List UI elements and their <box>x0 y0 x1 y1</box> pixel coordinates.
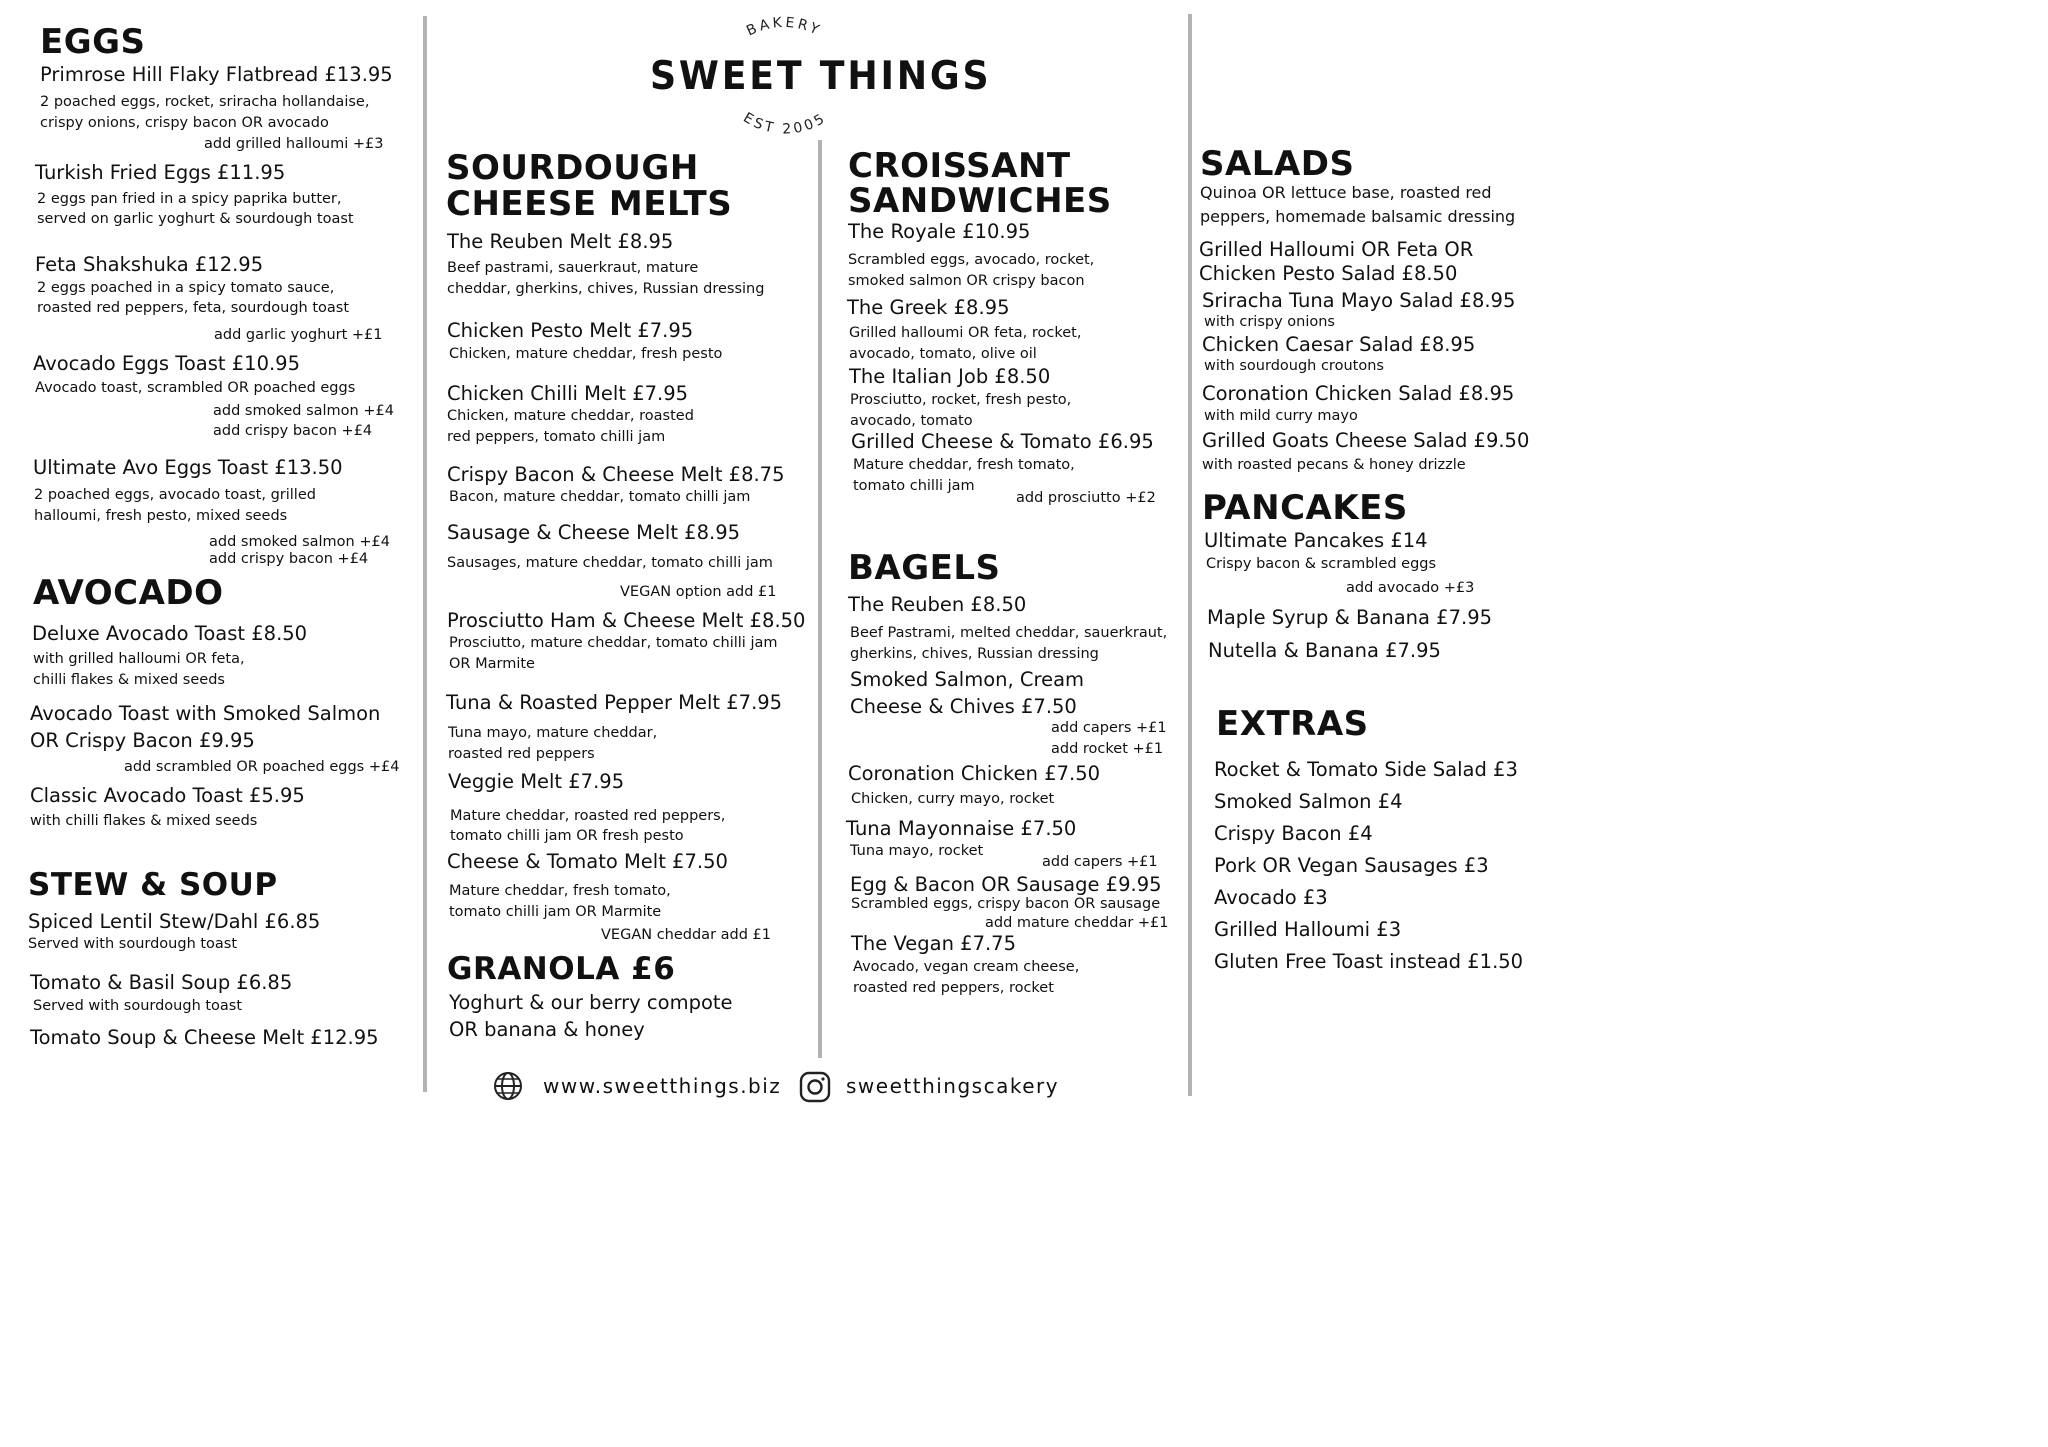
menu-item-desc: roasted red peppers, feta, sourdough toast <box>37 300 350 316</box>
menu-item-name: Coronation Chicken Salad £8.95 <box>1202 382 1515 405</box>
pancakes-title: PANCAKES <box>1202 488 1408 528</box>
menu-item-name: Nutella & Banana £7.95 <box>1208 639 1441 662</box>
instagram-handle: sweetthingscakery <box>846 1074 1060 1098</box>
menu-item-name: Smoked Salmon, Cream <box>850 668 1085 691</box>
menu-item-name: Chicken Pesto Melt £7.95 <box>447 319 694 342</box>
globe-icon <box>493 1071 523 1105</box>
menu-item-desc: Prosciutto, rocket, fresh pesto, <box>850 392 1072 408</box>
svg-text:EST 2005 <box>740 110 829 138</box>
menu-item-desc: avocado, tomato, olive oil <box>849 346 1037 362</box>
menu-item-desc: roasted red peppers, rocket <box>853 980 1054 996</box>
menu-item-desc: Mature cheddar, roasted red peppers, <box>450 808 726 824</box>
granola-desc: OR banana & honey <box>449 1018 645 1041</box>
menu-item-desc: Chicken, mature cheddar, roasted <box>447 408 694 424</box>
menu-item-desc: 2 eggs pan fried in a spicy paprika butter, <box>37 191 342 207</box>
menu-item-desc: Served with sourdough toast <box>33 998 243 1014</box>
menu-item-name: Cheese & Chives £7.50 <box>850 695 1077 718</box>
melts-title-line1: SOURDOUGH <box>446 148 699 188</box>
menu-item-addon: add grilled halloumi +£3 <box>204 136 384 152</box>
menu-item-desc: served on garlic yoghurt & sourdough toast <box>37 211 354 227</box>
menu-item-name: The Vegan £7.75 <box>851 932 1016 955</box>
extras-item: Grilled Halloumi £3 <box>1214 918 1402 941</box>
extras-item: Crispy Bacon £4 <box>1214 822 1373 845</box>
menu-item-name: Deluxe Avocado Toast £8.50 <box>32 622 308 645</box>
menu-item-addon: add capers +£1 <box>1042 854 1158 870</box>
extras-item: Pork OR Vegan Sausages £3 <box>1214 854 1489 877</box>
bagels-title: BAGELS <box>848 548 1001 588</box>
extras-item: Avocado £3 <box>1214 886 1328 909</box>
menu-item-name: Ultimate Avo Eggs Toast £13.50 <box>33 456 343 479</box>
menu-item-desc: tomato chilli jam OR fresh pesto <box>450 828 684 844</box>
menu-item-desc: Scrambled eggs, avocado, rocket, <box>848 252 1095 268</box>
extras-item: Smoked Salmon £4 <box>1214 790 1403 813</box>
stew-soup-title: STEW & SOUP <box>28 867 278 903</box>
menu-item-name: Tomato & Basil Soup £6.85 <box>30 971 293 994</box>
menu-item-addon: add smoked salmon +£4 <box>209 534 390 550</box>
svg-text:BAKERY <box>744 15 824 40</box>
menu-item-name: The Reuben £8.50 <box>848 593 1027 616</box>
croissant-title-line1: CROISSANT <box>848 146 1071 186</box>
menu-item-name: Turkish Fried Eggs £11.95 <box>35 161 286 184</box>
menu-item-desc: with sourdough croutons <box>1204 358 1384 374</box>
menu-item-addon: add rocket +£1 <box>1051 741 1164 757</box>
extras-item: Rocket & Tomato Side Salad £3 <box>1214 758 1518 781</box>
menu-item-name: Grilled Halloumi OR Feta OR <box>1199 238 1474 261</box>
menu-item-name: Chicken Pesto Salad £8.50 <box>1199 262 1458 285</box>
menu-item-name: Cheese & Tomato Melt £7.50 <box>447 850 728 873</box>
brand-bottom-text: EST 2005 <box>740 109 830 138</box>
menu-item-desc: Avocado toast, scrambled OR poached eggs <box>35 380 356 396</box>
menu-item-name: Sriracha Tuna Mayo Salad £8.95 <box>1202 289 1516 312</box>
menu-item-desc: tomato chilli jam OR Marmite <box>449 904 662 920</box>
extras-title: EXTRAS <box>1216 704 1369 744</box>
menu-item-addon: add prosciutto +£2 <box>1016 490 1156 506</box>
menu-item-desc: Chicken, mature cheddar, fresh pesto <box>449 346 723 362</box>
menu-item-name: Avocado Toast with Smoked Salmon <box>30 702 381 725</box>
menu-item-desc: Beef Pastrami, melted cheddar, sauerkraut, <box>850 625 1168 641</box>
divider-center <box>818 140 822 1058</box>
menu-item-name: Grilled Cheese & Tomato £6.95 <box>851 430 1154 453</box>
menu-item-name: Avocado Eggs Toast £10.95 <box>33 352 300 375</box>
menu-item-name: Tuna Mayonnaise £7.50 <box>846 817 1077 840</box>
menu-item-name: Classic Avocado Toast £5.95 <box>30 784 305 807</box>
granola-desc: Yoghurt & our berry compote <box>449 991 733 1014</box>
menu-item-desc: halloumi, fresh pesto, mixed seeds <box>34 508 288 524</box>
menu-item-name: Egg & Bacon OR Sausage £9.95 <box>850 873 1162 896</box>
menu-item-desc: with roasted pecans & honey drizzle <box>1202 457 1466 473</box>
menu-item-desc: Prosciutto, mature cheddar, tomato chilli jam <box>449 635 778 651</box>
divider-right <box>1188 14 1192 1096</box>
croissant-title-line2: SANDWICHES <box>848 181 1112 221</box>
menu-item-name: Chicken Chilli Melt £7.95 <box>447 382 689 405</box>
menu-item-desc: with crispy onions <box>1204 314 1335 330</box>
menu-item-name: Primrose Hill Flaky Flatbread £13.95 <box>40 63 393 86</box>
menu-item-name: Crispy Bacon & Cheese Melt £8.75 <box>447 463 785 486</box>
menu-item-name: Veggie Melt £7.95 <box>448 770 625 793</box>
menu-item-addon: add scrambled OR poached eggs +£4 <box>124 759 400 775</box>
menu-item-desc: chilli flakes & mixed seeds <box>33 672 225 688</box>
menu-item-desc: Scrambled eggs, crispy bacon OR sausage <box>851 896 1161 912</box>
menu-item-desc: Bacon, mature cheddar, tomato chilli jam <box>449 489 751 505</box>
menu-item-name: Tomato Soup & Cheese Melt £12.95 <box>30 1026 379 1049</box>
menu-item-desc: 2 eggs poached in a spicy tomato sauce, <box>37 280 335 296</box>
menu-item-desc: Mature cheddar, fresh tomato, <box>853 457 1075 473</box>
melts-title-line2: CHEESE MELTS <box>446 184 733 224</box>
menu-item-name: The Greek £8.95 <box>847 296 1010 319</box>
menu-item-name: The Royale £10.95 <box>848 220 1031 243</box>
menu-item-name: Coronation Chicken £7.50 <box>848 762 1101 785</box>
eggs-title: EGGS <box>40 22 146 62</box>
menu-item-desc: cheddar, gherkins, chives, Russian dressing <box>447 281 765 297</box>
menu-item-name: Sausage & Cheese Melt £8.95 <box>447 521 741 544</box>
menu-item-addon: VEGAN cheddar add £1 <box>601 927 771 943</box>
menu-item-name: Tuna & Roasted Pepper Melt £7.95 <box>446 691 783 714</box>
menu-item-desc: avocado, tomato <box>850 413 973 429</box>
menu-item-name: The Italian Job £8.50 <box>849 365 1051 388</box>
menu-item-name: Spiced Lentil Stew/Dahl £6.85 <box>28 910 321 933</box>
avocado-title: AVOCADO <box>33 573 224 613</box>
menu-item-addon: VEGAN option add £1 <box>620 584 777 600</box>
menu-item-name: OR Crispy Bacon £9.95 <box>30 729 255 752</box>
menu-item-desc: roasted red peppers <box>448 746 595 762</box>
menu-item-desc: 2 poached eggs, rocket, sriracha hollandaise, <box>40 94 370 110</box>
salads-intro: peppers, homemade balsamic dressing <box>1200 207 1516 226</box>
menu-item-desc: with mild curry mayo <box>1204 408 1358 424</box>
menu-item-desc: Served with sourdough toast <box>28 936 238 952</box>
menu-item-addon: add garlic yoghurt +£1 <box>214 327 383 343</box>
brand-name: SWEET THINGS <box>650 54 992 99</box>
menu-item-desc: smoked salmon OR crispy bacon <box>848 273 1085 289</box>
menu-item-desc: Beef pastrami, sauerkraut, mature <box>447 260 699 276</box>
menu-item-desc: Grilled halloumi OR feta, rocket, <box>849 325 1082 341</box>
menu-item-desc: OR Marmite <box>449 656 535 672</box>
menu-item-name: Ultimate Pancakes £14 <box>1204 529 1428 552</box>
menu-item-name: Maple Syrup & Banana £7.95 <box>1207 606 1493 629</box>
salads-title: SALADS <box>1200 144 1355 184</box>
extras-item: Gluten Free Toast instead £1.50 <box>1214 950 1524 973</box>
menu-item-name: Prosciutto Ham & Cheese Melt £8.50 <box>447 609 806 632</box>
instagram-icon <box>799 1071 831 1107</box>
menu-item-addon: add mature cheddar +£1 <box>985 915 1169 931</box>
menu-item-addon: add smoked salmon +£4 <box>213 403 394 419</box>
menu-item-name: Chicken Caesar Salad £8.95 <box>1202 333 1476 356</box>
menu-item-desc: gherkins, chives, Russian dressing <box>850 646 1099 662</box>
menu-item-name: Grilled Goats Cheese Salad £9.50 <box>1202 429 1530 452</box>
menu-item-desc: Mature cheddar, fresh tomato, <box>449 883 671 899</box>
menu-item-addon: add capers +£1 <box>1051 720 1167 736</box>
granola-title: GRANOLA £6 <box>447 951 676 987</box>
menu-item-desc: red peppers, tomato chilli jam <box>447 429 666 445</box>
salads-intro: Quinoa OR lettuce base, roasted red <box>1200 183 1492 202</box>
divider-left <box>423 16 427 1092</box>
menu-item-desc: Avocado, vegan cream cheese, <box>853 959 1080 975</box>
brand-logo <box>630 6 992 144</box>
menu-item-addon: add crispy bacon +£4 <box>213 423 373 439</box>
menu-item-addon: add crispy bacon +£4 <box>209 551 369 567</box>
menu-item-desc: tomato chilli jam <box>853 478 975 494</box>
menu-item-desc: 2 poached eggs, avocado toast, grilled <box>34 487 316 503</box>
menu-item-desc: Chicken, curry mayo, rocket <box>851 791 1055 807</box>
menu-item-desc: with chilli flakes & mixed seeds <box>30 813 258 829</box>
menu-item-desc: Crispy bacon & scrambled eggs <box>1206 556 1437 572</box>
menu-item-name: The Reuben Melt £8.95 <box>447 230 674 253</box>
website-url: www.sweetthings.biz <box>543 1074 782 1098</box>
brand-top-text: BAKERY <box>744 14 824 40</box>
menu-item-addon: add avocado +£3 <box>1346 580 1475 596</box>
menu-item-desc: with grilled halloumi OR feta, <box>33 651 245 667</box>
menu-item-desc: Tuna mayo, mature cheddar, <box>448 725 658 741</box>
menu-item-desc: crispy onions, crispy bacon OR avocado <box>40 115 329 131</box>
menu-item-name: Feta Shakshuka £12.95 <box>35 253 264 276</box>
menu-item-desc: Tuna mayo, rocket <box>850 843 984 859</box>
menu-item-desc: Sausages, mature cheddar, tomato chilli jam <box>447 555 773 571</box>
